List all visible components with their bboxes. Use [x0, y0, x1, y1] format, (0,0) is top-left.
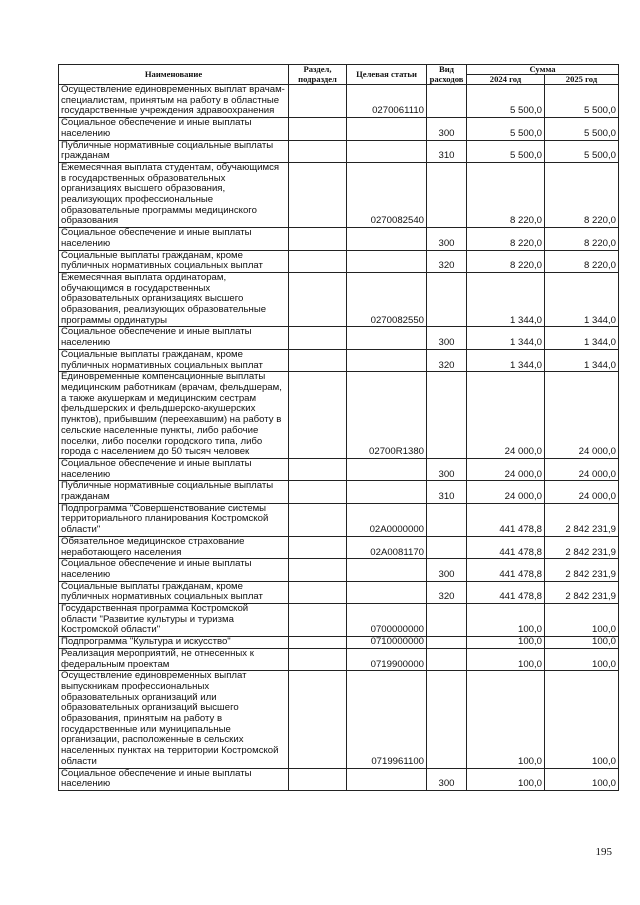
cell-amount-2025: 1 344,0: [545, 349, 619, 371]
cell-amount-2025: 24 000,0: [545, 481, 619, 503]
cell-name: Государственная программа Костромской области "Развитие культуры и туризма Костромской области": [59, 604, 289, 637]
cell-target: [347, 768, 427, 790]
cell-amount-2024: 1 344,0: [467, 327, 545, 349]
cell-amount-2024: 24 000,0: [467, 481, 545, 503]
cell-target: 0719900000: [347, 648, 427, 670]
cell-target: 0710000000: [347, 637, 427, 649]
cell-amount-2025: 5 500,0: [545, 140, 619, 162]
cell-amount-2024: 100,0: [467, 604, 545, 637]
cell-amount-2024: 441 478,8: [467, 559, 545, 581]
cell-amount-2025: 8 220,0: [545, 162, 619, 227]
cell-name: Обязательное медицинское страхование неработающего населения: [59, 536, 289, 558]
cell-amount-2025: 100,0: [545, 604, 619, 637]
cell-amount-2024: 8 220,0: [467, 228, 545, 250]
cell-target: 0270082550: [347, 272, 427, 327]
table-header: [59, 65, 619, 85]
cell-section: [289, 581, 347, 603]
cell-section: [289, 768, 347, 790]
cell-target: [347, 250, 427, 272]
table-row: [59, 481, 619, 503]
header-name: Наименование: [59, 65, 289, 85]
cell-target: 0270061110: [347, 85, 427, 118]
cell-amount-2024: 8 220,0: [467, 250, 545, 272]
cell-type: 310: [427, 481, 467, 503]
cell-target: [347, 118, 427, 140]
cell-target: [347, 559, 427, 581]
table-row: [59, 250, 619, 272]
cell-name: Публичные нормативные социальные выплаты гражданам: [59, 481, 289, 503]
cell-name: Социальные выплаты гражданам, кроме публичных нормативных социальных выплат: [59, 581, 289, 603]
cell-type: 320: [427, 581, 467, 603]
cell-section: [289, 327, 347, 349]
header-year-2024: 2024 год: [467, 75, 545, 85]
cell-target: 02700R1380: [347, 372, 427, 459]
cell-section: [289, 349, 347, 371]
cell-name: Осуществление единовременных выплат врачам-специалистам, принятым на работу в областные государственные учреждения здравоохранения: [59, 85, 289, 118]
cell-target: 0700000000: [347, 604, 427, 637]
table-row: [59, 536, 619, 558]
page-number: 195: [595, 846, 612, 858]
header-type: Вид расходов: [427, 65, 467, 85]
table-row: [59, 140, 619, 162]
cell-target: [347, 481, 427, 503]
cell-target: [347, 349, 427, 371]
cell-amount-2025: 2 842 231,9: [545, 536, 619, 558]
header-target: Целевая статьи: [347, 65, 427, 85]
table-row: [59, 581, 619, 603]
cell-amount-2024: 1 344,0: [467, 272, 545, 327]
cell-amount-2024: 24 000,0: [467, 372, 545, 459]
cell-amount-2025: 2 842 231,9: [545, 581, 619, 603]
cell-amount-2024: 8 220,0: [467, 162, 545, 227]
cell-type: 300: [427, 768, 467, 790]
cell-section: [289, 162, 347, 227]
cell-amount-2024: 441 478,8: [467, 536, 545, 558]
cell-type: 320: [427, 250, 467, 272]
table-row: [59, 372, 619, 459]
table-body: [59, 85, 619, 791]
cell-section: [289, 671, 347, 768]
cell-name: Подпрограмма "Совершенствование системы территориального планирования Костромской области": [59, 503, 289, 536]
cell-amount-2025: 2 842 231,9: [545, 503, 619, 536]
cell-name: Публичные нормативные социальные выплаты гражданам: [59, 140, 289, 162]
table-row: [59, 604, 619, 637]
cell-target: [347, 327, 427, 349]
cell-name: Реализация мероприятий, не отнесенных к федеральным проектам: [59, 648, 289, 670]
cell-type: 310: [427, 140, 467, 162]
cell-section: [289, 604, 347, 637]
cell-type: [427, 372, 467, 459]
table-row: [59, 648, 619, 670]
cell-section: [289, 372, 347, 459]
cell-amount-2025: 8 220,0: [545, 228, 619, 250]
cell-amount-2024: 5 500,0: [467, 118, 545, 140]
cell-name: Социальное обеспечение и иные выплаты населению: [59, 327, 289, 349]
cell-amount-2024: 441 478,8: [467, 503, 545, 536]
cell-amount-2025: 100,0: [545, 768, 619, 790]
cell-amount-2025: 5 500,0: [545, 85, 619, 118]
cell-target: 02А0081170: [347, 536, 427, 558]
cell-type: [427, 604, 467, 637]
cell-target: 0719961100: [347, 671, 427, 768]
cell-type: 300: [427, 228, 467, 250]
cell-section: [289, 458, 347, 480]
cell-section: [289, 250, 347, 272]
cell-type: [427, 162, 467, 227]
cell-amount-2024: 100,0: [467, 768, 545, 790]
cell-amount-2025: 100,0: [545, 671, 619, 768]
header-section: Раздел, подраздел: [289, 65, 347, 85]
cell-amount-2025: 1 344,0: [545, 327, 619, 349]
cell-section: [289, 118, 347, 140]
table-row: [59, 327, 619, 349]
table-row: [59, 118, 619, 140]
cell-amount-2024: 24 000,0: [467, 458, 545, 480]
cell-amount-2025: 8 220,0: [545, 250, 619, 272]
table-row: [59, 85, 619, 118]
budget-table: [58, 64, 619, 791]
cell-amount-2025: 5 500,0: [545, 118, 619, 140]
table-row: [59, 503, 619, 536]
cell-type: 300: [427, 458, 467, 480]
cell-section: [289, 536, 347, 558]
table-row: [59, 559, 619, 581]
cell-target: [347, 581, 427, 603]
cell-amount-2024: 1 344,0: [467, 349, 545, 371]
cell-amount-2025: 100,0: [545, 637, 619, 649]
cell-name: Социальные выплаты гражданам, кроме публичных нормативных социальных выплат: [59, 250, 289, 272]
cell-type: 300: [427, 327, 467, 349]
cell-section: [289, 140, 347, 162]
cell-amount-2024: 5 500,0: [467, 85, 545, 118]
cell-section: [289, 637, 347, 649]
cell-amount-2025: 24 000,0: [545, 372, 619, 459]
cell-section: [289, 228, 347, 250]
cell-name: Социальное обеспечение и иные выплаты населению: [59, 768, 289, 790]
cell-name: Социальные выплаты гражданам, кроме публичных нормативных социальных выплат: [59, 349, 289, 371]
table-row: [59, 458, 619, 480]
cell-name: Социальное обеспечение и иные выплаты населению: [59, 118, 289, 140]
cell-section: [289, 481, 347, 503]
cell-section: [289, 559, 347, 581]
cell-target: 0270082540: [347, 162, 427, 227]
cell-type: [427, 637, 467, 649]
table-row: [59, 637, 619, 649]
cell-target: [347, 140, 427, 162]
cell-name: Единовременные компенсационные выплаты медицинским работникам (врачам, фельдшерам, а также акушеркам и медицинским сестрам фельдшерских и фельдшерско-акушерских пунктов), прибывшим (переехавшим) на работу в сельские населенные пункты, либо рабочие поселки, либо поселки городского типа, либо города с населением до 50 тысяч человек: [59, 372, 289, 459]
cell-name: Социальное обеспечение и иные выплаты населению: [59, 458, 289, 480]
cell-amount-2025: 24 000,0: [545, 458, 619, 480]
cell-type: [427, 671, 467, 768]
table-row: [59, 768, 619, 790]
cell-amount-2024: 100,0: [467, 648, 545, 670]
cell-amount-2024: 100,0: [467, 671, 545, 768]
cell-target: [347, 458, 427, 480]
cell-type: 320: [427, 349, 467, 371]
cell-target: [347, 228, 427, 250]
cell-name: Ежемесячная выплата студентам, обучающимся в государственных образовательных организациях высшего образования, реализующих профессиональные образовательные программы медицинского образования: [59, 162, 289, 227]
table-row: [59, 162, 619, 227]
cell-type: [427, 85, 467, 118]
cell-amount-2024: 100,0: [467, 637, 545, 649]
cell-name: Подпрограмма "Культура и искусство": [59, 637, 289, 649]
cell-name: Социальное обеспечение и иные выплаты населению: [59, 559, 289, 581]
cell-amount-2024: 441 478,8: [467, 581, 545, 603]
table-row: [59, 349, 619, 371]
table-row: [59, 228, 619, 250]
cell-amount-2024: 5 500,0: [467, 140, 545, 162]
cell-type: [427, 503, 467, 536]
table-row: [59, 671, 619, 768]
cell-section: [289, 85, 347, 118]
cell-name: Ежемесячная выплата ординаторам, обучающимся в государственных образовательных организациях высшего образования, реализующих образовательные программы ординатуры: [59, 272, 289, 327]
cell-section: [289, 272, 347, 327]
cell-amount-2025: 100,0: [545, 648, 619, 670]
cell-type: [427, 272, 467, 327]
cell-type: [427, 536, 467, 558]
cell-section: [289, 648, 347, 670]
cell-amount-2025: 2 842 231,9: [545, 559, 619, 581]
table-row: [59, 272, 619, 327]
header-year-2025: 2025 год: [545, 75, 619, 85]
cell-amount-2025: 1 344,0: [545, 272, 619, 327]
header-sum: Сумма: [467, 65, 619, 75]
cell-section: [289, 503, 347, 536]
cell-type: 300: [427, 559, 467, 581]
cell-name: Осуществление единовременных выплат выпускникам профессиональных образовательных организаций или образовательных организаций высшего образования, принятым на работу в государственные или муниципальные организации, расположенные в сельских населенных пунктах на территории Костромской области: [59, 671, 289, 768]
cell-target: 02А0000000: [347, 503, 427, 536]
cell-type: [427, 648, 467, 670]
cell-type: 300: [427, 118, 467, 140]
cell-name: Социальное обеспечение и иные выплаты населению: [59, 228, 289, 250]
